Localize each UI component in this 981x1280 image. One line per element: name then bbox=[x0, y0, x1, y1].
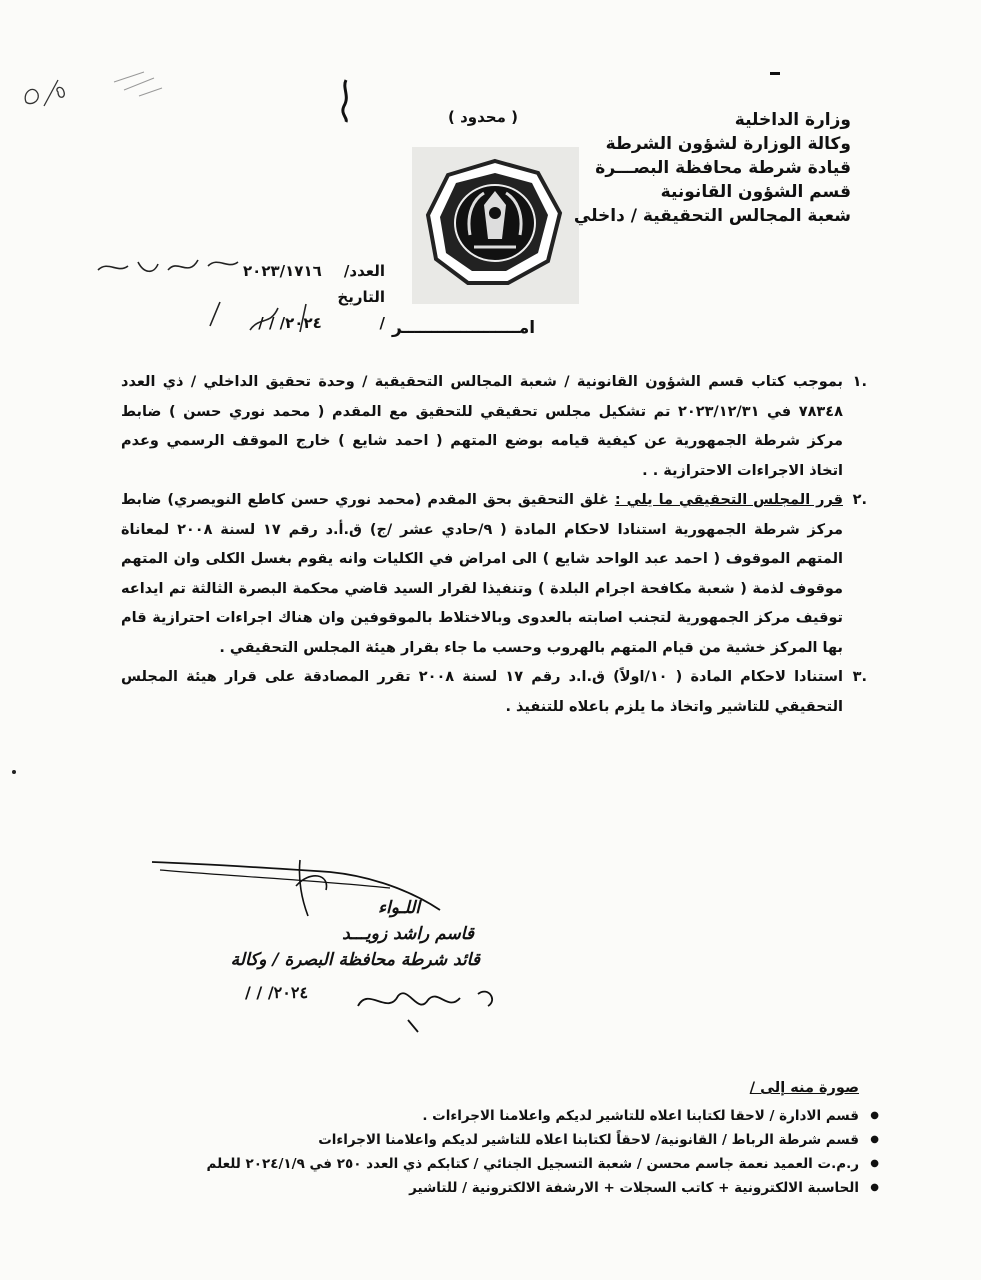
date-value: ٢٠٢٤/ / / bbox=[258, 314, 322, 332]
agency-name: وكالة الوزارة لشؤون الشرطة bbox=[605, 134, 851, 154]
classification-label: ( محدود ) bbox=[448, 108, 518, 126]
paragraph-number: .٣ bbox=[852, 669, 867, 685]
paragraph-3 bbox=[121, 663, 867, 722]
list-item: ● ر.م.ت العميد نعمة جاسم محسن / شعبة التسجيل الجنائي / كتابكم ذي العدد ٢٥٠ في ٢٠٢٤/١/٩ للعلم bbox=[101, 1152, 881, 1176]
paragraph-2 bbox=[121, 486, 867, 663]
handwritten-date-strokes bbox=[200, 296, 320, 336]
copies-list bbox=[101, 1104, 881, 1200]
signature-date: ٢٠٢٤/ / / bbox=[245, 983, 309, 1002]
handwritten-number bbox=[88, 240, 248, 290]
copies-title: صورة منه إلى / bbox=[749, 1080, 859, 1096]
paragraph-number: .١ bbox=[852, 374, 867, 390]
signatory-title: قائد شرطة محافظة البصرة / وكالة bbox=[230, 950, 480, 970]
number-label: العدد/ bbox=[343, 262, 385, 280]
paragraph-1 bbox=[121, 368, 867, 486]
handwritten-mark bbox=[14, 62, 174, 122]
division-name: شعبة المجالس التحقيقية / داخلي bbox=[573, 206, 851, 226]
paragraph-lead: قرر المجلس التحقيقي ما يلي : bbox=[614, 492, 843, 508]
letterhead bbox=[551, 108, 851, 228]
list-item: ● الحاسبة الالكترونية + كاتب السجلات + الارشفة الالكترونية / للتاشير bbox=[101, 1176, 881, 1200]
dash-mark bbox=[770, 72, 780, 75]
ministry-name: وزارة الداخلية bbox=[734, 110, 851, 130]
signature-block bbox=[150, 895, 480, 973]
paragraph-number: .٢ bbox=[852, 492, 867, 508]
list-item: ● قسم شرطة الرباط / القانونية/ لاحقاً لكتابنا اعلاه للتاشير لديكم واعلامنا الاجراءات bbox=[101, 1128, 881, 1152]
paragraph-text: غلق التحقيق بحق المقدم (محمد نوري حسن كاطع النويصري) ضابط مركز شرطة الجمهورية استنادا لاحكام المادة ( ٩/حادي عشر /ج) ق.أ.د رقم ١٧ لسنة ٢٠٠٨ لمعاناة المتهم الموقوف ( احمد عبد الواحد شايع ) الى امراض في الكليات وانه يقوم بغسل الكلى وان المتهم موقوف لذمة ( شعبة مكافحة اجرام البلدة ) وتنفيذا لقرار السيد قاضي محكمة البصرة الثالثة تم ايداعه توقيف مركز الجمهورية لتجنب اصابته بالعدوى وبالاختلاط بالموقوفين وان هناك اجراءات احترازية قام بها المركز خشية من قيام المتهم بالهروب وحسب ما جاء بقرار هيئة المجلس التحقيقي . bbox=[121, 492, 844, 656]
margin-scribble bbox=[336, 78, 356, 124]
list-item: ● قسم الادارة / لاحقا لكتابنا اعلاه للتاشير لديكم واعلامنا الاجراءات . bbox=[101, 1104, 881, 1128]
paragraph-text: بموجب كتاب قسم الشؤون القانونية / شعبة المجالس التحقيقية / وحدة تحقيق الداخلي / ذي العدد ٧٨٣٤٨ في ٢٠٢٣/١٢/٣١ تم تشكيل مجلس تحقيقي للتحقيق مع المقدم ( محمد نوري حسن ) ضابط مركز شرطة الجمهورية عن كيفية قيامه بوضع المتهم ( احمد شايع ) خارج الموقف الرسمي وعدم اتخاذ الاجراءات الاحترازية . . bbox=[121, 374, 843, 479]
stray-dot bbox=[12, 770, 16, 774]
paragraph-text: استنادا لاحكام المادة ( ١٠/اولاً) ق.ا.د رقم ١٧ لسنة ٢٠٠٨ تقرر المصادقة على قرار هيئة المجلس التحقيقي للتاشير واتخاذ ما يلزم باعلاه للتنفيذ . bbox=[121, 669, 844, 715]
signatory-name: قاسم راشد زويـــد bbox=[342, 924, 474, 944]
department-name: قسم الشؤون القانونية bbox=[660, 182, 851, 202]
handwritten-initials bbox=[348, 976, 508, 1036]
signatory-rank: اللـواء bbox=[377, 898, 420, 918]
date-label: التاريخ / bbox=[337, 288, 385, 332]
order-body bbox=[121, 368, 867, 722]
order-title: امــــــــــــــــــــر bbox=[392, 318, 536, 338]
number-value: ٢٠٢٣/١٧١٦ bbox=[243, 262, 322, 280]
number-row bbox=[243, 258, 385, 284]
command-name: قيادة شرطة محافظة البصـــرة bbox=[595, 158, 851, 178]
